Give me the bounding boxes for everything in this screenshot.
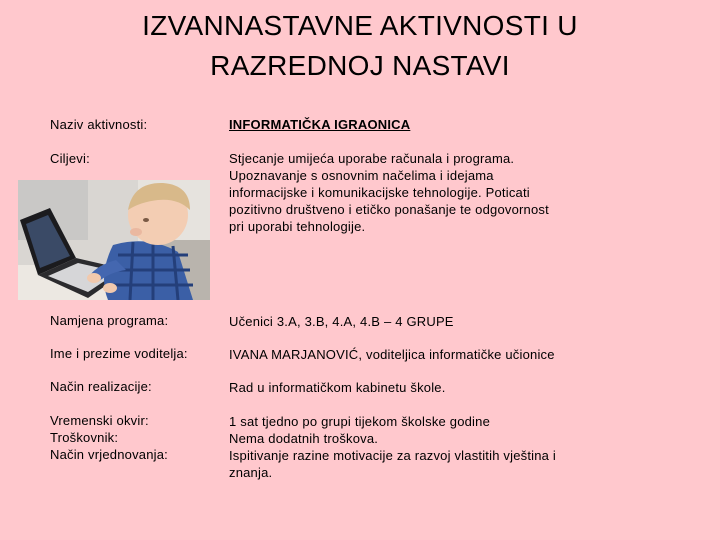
vremenski-value-line: znanja. xyxy=(229,465,273,480)
label-voditelj: Ime i prezime voditelja: xyxy=(50,346,188,361)
value-naziv: INFORMATIČKA IGRAONICA xyxy=(229,117,411,132)
ciljevi-line: Upoznavanje s osnovnim načelima i idejama xyxy=(229,168,494,183)
ciljevi-line: Stjecanje umijeća uporabe računala i programa. xyxy=(229,151,515,166)
vremenski-label-line: Vremenski okvir: xyxy=(50,413,149,428)
label-naziv: Naziv aktivnosti: xyxy=(50,117,148,132)
title-line-1: IZVANNASTAVNE AKTIVNOSTI U xyxy=(142,10,578,41)
vremenski-value-line: Nema dodatnih troškova. xyxy=(229,431,379,446)
ciljevi-line: pri uporabi tehnologije. xyxy=(229,219,366,234)
slide-title xyxy=(60,6,660,86)
ciljevi-line: pozitivno društveno i etičko ponašanje te odgovornost xyxy=(229,202,549,217)
label-namjena: Namjena programa: xyxy=(50,313,169,328)
value-nacin: Rad u informatičkom kabinetu škole. xyxy=(229,380,446,395)
value-namjena: Učenici 3.A, 3.B, 4.A, 4.B – 4 GRUPE xyxy=(229,314,454,329)
value-vremenski xyxy=(229,413,589,481)
label-vremenski xyxy=(50,412,220,463)
vremenski-value-line: 1 sat tjedno po grupi tijekom školske godine xyxy=(229,414,491,429)
label-nacin: Način realizacije: xyxy=(50,379,152,394)
value-voditelj: IVANA MARJANOVIĆ, voditeljica informatičke učionice xyxy=(229,347,555,362)
ciljevi-line: informacijske i komunikacijske tehnologije. Poticati xyxy=(229,185,530,200)
vremenski-value-line: Ispitivanje razine motivacije za razvoj vlastitih vještina i xyxy=(229,448,557,463)
value-ciljevi xyxy=(229,150,579,235)
vremenski-label-line: Način vrjednovanja: xyxy=(50,447,168,462)
label-ciljevi: Ciljevi: xyxy=(50,151,90,166)
child-at-laptop-photo xyxy=(18,180,210,300)
vremenski-label-line: Troškovnik: xyxy=(50,430,119,445)
title-line-2: RAZREDNOJ NASTAVI xyxy=(210,50,510,81)
